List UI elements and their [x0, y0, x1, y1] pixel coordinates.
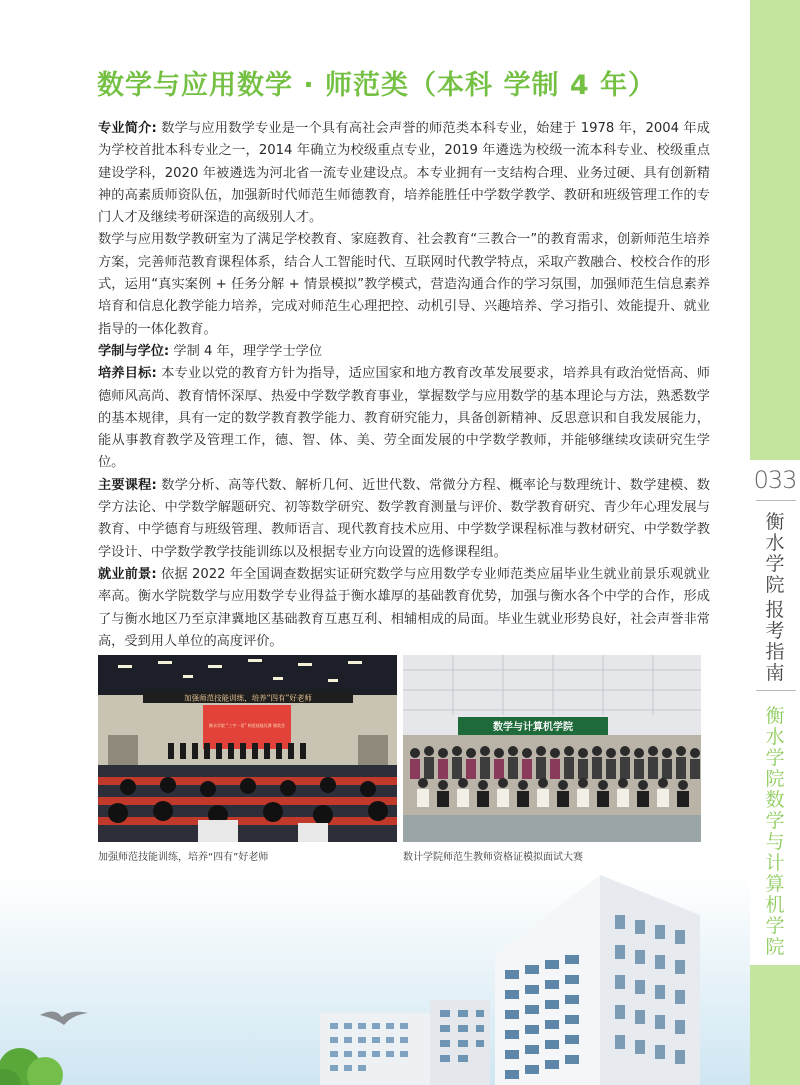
page-title: 数学与应用数学 · 师范类（本科 学制 4 年） — [97, 70, 657, 101]
courses-label: 主要课程: — [98, 477, 157, 493]
sidebar-divider — [756, 690, 796, 691]
goal-paragraph: 培养目标: 本专业以党的教育方针为指导，适应国家和地方教育改革发展要求，培养具有政治觉悟高、师德师风高尚、教育情怀深厚、热爱中学数学教育事业，掌握数学与应用数学的基本理论与方法，熟悉数学的基本规律，具有一定的数学教育教学能力、教育研究能力，具备创新精神、反思意识和自我发展能力，能从事教育教学及管理工作，德、智、体、美、劳全面发展的中学数学教师，并能够继续攻读研究生学位。 — [98, 366, 710, 471]
intro-paragraph: 专业简介: 数学与应用数学专业是一个具有高社会声誉的师范类本科专业，始建于 1978 年，2004 年成为学校首批本科专业之一，2014 年确立为校级重点专业，2019 年遴选为校级一流本科专业、校级重点建设学科，2020 年被遴选为河北省一流专业建设点。本专业拥有一支结构合理、业务过硬、具有创新精神的高素质师资队伍，加强新时代师范生师德教育，培养能胜任中学数学教学、教研和班级管理工作的专门人才及继续考研深造的高级别人才。 — [98, 121, 710, 226]
goal-label: 培养目标: — [98, 366, 157, 382]
page-number: 033 — [753, 466, 797, 494]
photo1-screen-text: 衡水学院 “三字一话” 师范技能比赛 颁奖会 — [209, 723, 285, 728]
article-body — [98, 118, 710, 653]
sidebar-title-college: 衡 水 学 院 数 学 与 计 算 机 学 院 — [765, 705, 785, 958]
photo1-banner: 加强师范技能训练，培养“四有”好老师 — [184, 693, 312, 703]
sidebar — [750, 0, 800, 1085]
sidebar-divider — [756, 500, 796, 501]
sidebar-accent-bottom — [750, 965, 800, 1085]
campus-buildings-illustration — [0, 875, 750, 1085]
campus-scene — [0, 875, 750, 1085]
intro-paragraph-2: 数学与应用数学教研室为了满足学校教育、家庭教育、社会教育“三教合一”的教育需求，创新师范生培养方案，完善师范教育课程体系，结合人工智能时代、互联网时代教学特点，采取产教融合、校校合作的形式，运用“真实案例 + 任务分解 + 情景模拟”教学模式，营造沟通合作的学习氛围，加强师范生信息素养培育和信息化教学能力培养，完成对师范生心理把控、动机引导、兴趣培养、学习指引、效能提升、就业指导的一体化教育。 — [98, 232, 710, 337]
group-photo-illustration — [403, 655, 701, 842]
auditorium-illustration — [98, 655, 397, 842]
photo1-caption: 加强师范技能训练，培养“四有”好老师 — [98, 852, 269, 863]
photo-skills-training — [98, 655, 397, 842]
photo2-banner: 数学与计算机学院 — [493, 722, 573, 733]
duration-label: 学制与学位: — [98, 343, 170, 359]
sidebar-accent-top — [750, 0, 800, 460]
intro-label: 专业简介: — [98, 121, 157, 136]
sidebar-title-school: 衡 水 学 院 — [765, 511, 785, 596]
career-label: 就业前景: — [98, 566, 157, 582]
photo-group — [403, 655, 701, 842]
photo2-caption: 数计学院师范生教师资格证模拟面试大赛 — [403, 852, 583, 863]
duration-paragraph: 学制与学位: 学制 4 年，理学学士学位 — [98, 343, 323, 359]
sidebar-title-guide: 报 考 指 南 — [765, 599, 785, 684]
career-paragraph: 就业前景: 依据 2022 年全国调查数据实证研究数学与应用数学专业师范类应届毕业生就业前景乐观就业率高。衡水学院数学与应用数学专业得益于衡水雄厚的基础教育优势，加强与衡水各个中学的合作，形成了与衡水地区乃至京津冀地区基础教育互惠互利、相辅相成的局面。毕业生就业形势良好，社会声誉非常高，受到用人单位的高度评价。 — [98, 566, 710, 649]
courses-paragraph: 主要课程: 数学分析、高等代数、解析几何、近世代数、常微分方程、概率论与数理统计、数学建模、数学方法论、中学数学解题研究、初等数学研究、数学教育测量与评价、数学教育研究、青少年心理发展与教育、中学德育与班级管理、教师语言、现代教育技术应用、中学数学课程标准与教材研究、中学数学教学设计、中学数学教学技能训练以及根据专业方向设置的选修课程组。 — [98, 477, 710, 560]
